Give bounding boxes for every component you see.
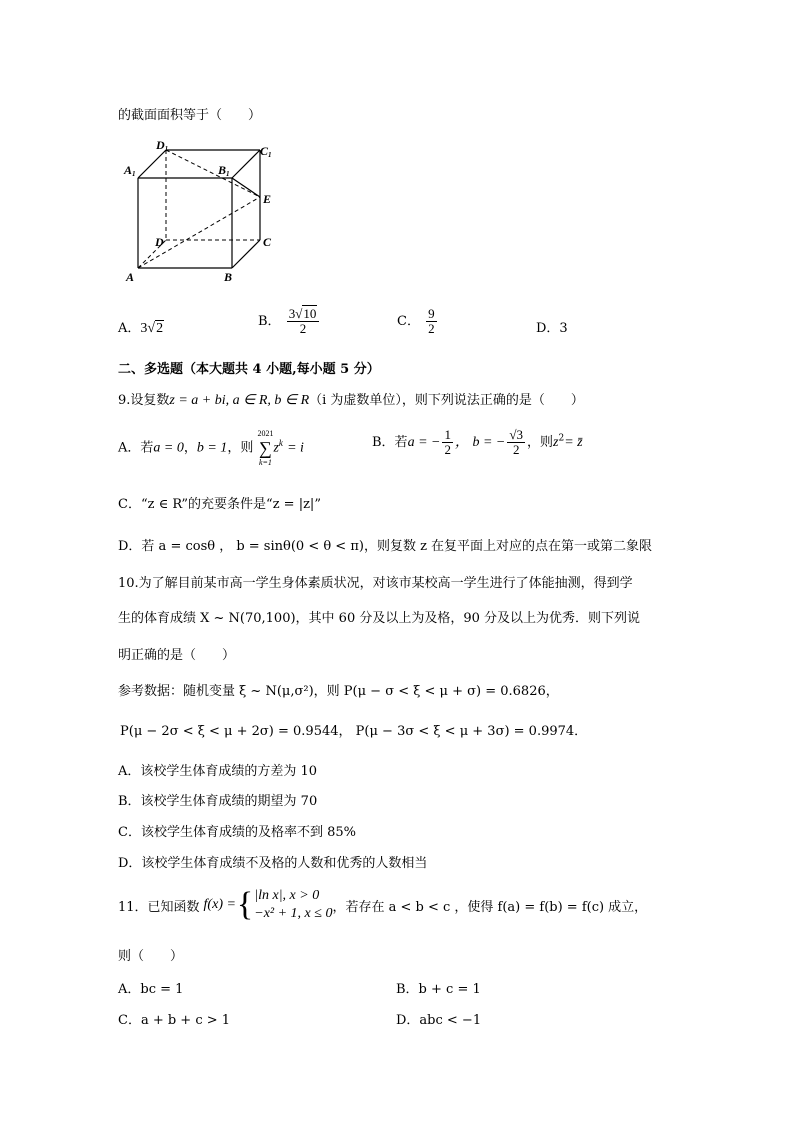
q8-option-b[interactable]: B． $\frac{3√10}{2}$ bbox=[258, 307, 321, 336]
label-C1: C1 bbox=[260, 144, 272, 159]
section-title: 二、多选题（本大题共 4 小题,每小题 5 分） bbox=[118, 362, 380, 377]
q10-option-b[interactable]: B．该校学生体育成绩的期望为 70 bbox=[118, 794, 318, 809]
q8-option-c[interactable]: C． $\frac{9}{2}$ bbox=[397, 306, 435, 336]
q9-option-a[interactable]: A．若a = 0，b = 1，则 2021 ∑ k=1 $z^k = i$ bbox=[118, 429, 304, 467]
label-A: A bbox=[126, 270, 135, 284]
label-E: E bbox=[263, 192, 272, 206]
cube-figure bbox=[120, 135, 280, 290]
q10-option-a[interactable]: A．该校学生体育成绩的方差为 10 bbox=[118, 764, 318, 779]
q11-option-a[interactable]: A．bc = 1 bbox=[118, 982, 184, 997]
q10-stem-line1: 10.为了解目前某市高一学生身体素质状况，对该市某校高一学生进行了体能抽测，得到学 bbox=[118, 576, 633, 591]
label-D: D bbox=[155, 235, 164, 249]
q10-stem-line2: 生的体育成绩 X ~ N(70,100)，其中 60 分及以上为及格，90 分及以上为优秀．则下列说 bbox=[118, 611, 641, 626]
label-D1: D1 bbox=[156, 138, 169, 153]
q10-reference-line1: 参考数据：随机变量 ξ ~ N(μ,σ²)，则 P(μ − σ < ξ < μ + σ) = 0.6826， bbox=[118, 684, 559, 699]
q11-option-c[interactable]: C．a + b + c > 1 bbox=[118, 1013, 231, 1028]
q10-reference-line2: P(μ − 2σ < ξ < μ + 2σ) = 0.9544， P(μ − 3σ < ξ < μ + 3σ) = 0.9974． bbox=[120, 724, 588, 739]
q9-option-b[interactable]: B．若a = − $\frac{1}{2}$ ， b = − $\frac{√3}{2}$ ，则$z^2=$ z̄ bbox=[372, 427, 583, 457]
q11-stem: 11．已知函数 f(x) = { |ln x|, x > 0 −x² + 1, x ≤ 0 ，若存在 a < b < c ，使得 f(a) = f(b) = f(c) 成立， bbox=[118, 886, 648, 923]
label-C: C bbox=[263, 235, 272, 249]
label-B: B bbox=[224, 270, 233, 284]
q11-option-b[interactable]: B．b + c = 1 bbox=[396, 982, 481, 997]
label-B1: B1 bbox=[218, 163, 230, 178]
q11-then: 则（ ） bbox=[118, 949, 184, 964]
q10-stem-line3: 明正确的是（ ） bbox=[118, 648, 236, 663]
q9-option-c[interactable]: C．“z ∈ R”的充要条件是“z = |z|” bbox=[118, 497, 321, 512]
q9-option-d[interactable]: D．若 a = cosθ ， b = sinθ(0 < θ < π)，则复数 z 在复平面上对应的点在第一或第二象限 bbox=[118, 539, 653, 554]
q8-option-d[interactable]: D．3 bbox=[536, 321, 568, 336]
q10-option-c[interactable]: C．该校学生体育成绩的及格率不到 85% bbox=[118, 825, 356, 840]
q10-option-d[interactable]: D．该校学生体育成绩不及格的人数和优秀的人数相当 bbox=[118, 856, 428, 871]
q8-option-a[interactable]: A．3√2 bbox=[118, 321, 164, 336]
question-stem-continuation: 的截面面积等于（ ） bbox=[118, 108, 262, 123]
q11-option-d[interactable]: D．abc < −1 bbox=[396, 1013, 482, 1028]
q9-stem: 9.设复数z = a + bi, a ∈ R, b ∈ R（i 为虚数单位），则下列说法正确的是（ ） bbox=[118, 393, 584, 408]
label-A1: A1 bbox=[124, 163, 136, 178]
